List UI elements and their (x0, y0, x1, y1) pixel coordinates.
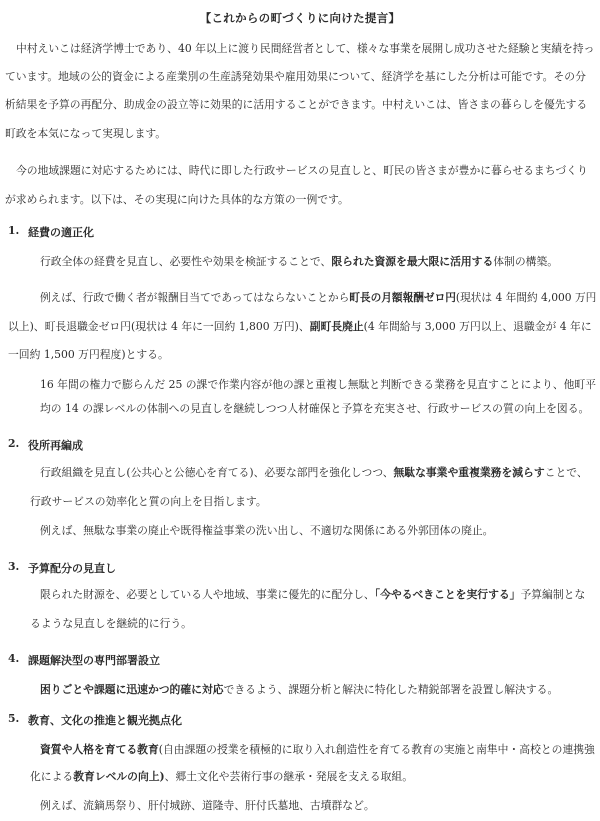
section-heading: 経費の適正化 (28, 226, 94, 239)
section-2-line-2: 行政サービスの効率化と質の向上を目指します。 (30, 495, 267, 508)
section-1-line-5: 16 年間の権力で膨らんだ 25 の課で作業内容が他の課と重複し無駄と判断できる業務を見直すことにより、他町平 (40, 378, 597, 391)
section-number: 2. (8, 437, 20, 450)
section-2-line-1: 行政組織を見直し(公共心と公徳心を育てる)、必要な部門を強化しつつ、無駄な事業や重複業務を減らすことで、 (40, 466, 588, 479)
section-heading: 課題解決型の専門部署設立 (28, 654, 160, 667)
section-1-line-4: 一回約 1,500 万円程度)とする。 (8, 348, 169, 361)
section-heading: 教育、文化の推進と観光拠点化 (28, 714, 182, 727)
intro-line-6: が求められます。以下は、その実現に向けた具体的な方策の一例です。 (5, 193, 349, 206)
section-1-line-3: 以上)、町長退職金ゼロ円(現状は 4 年に一回約 1,800 万円)、副町長廃止(4 年間給与 3,000 万円以上、退職金が 4 年に (8, 320, 592, 333)
intro-line-1: 中村えいこは経済学博士であり、40 年以上に渡り民間経営者として、様々な事業を展開し成功させた経験と実績を持っ (16, 42, 595, 55)
section-heading: 役所再編成 (28, 439, 83, 452)
section-number: 3. (8, 560, 20, 573)
section-number: 5. (8, 712, 20, 725)
section-4-line-1: 困りごとや課題に迅速かつ的確に対応できるよう、課題分析と解決に特化した精鋭部署を設置し解決する。 (40, 683, 559, 696)
section-number: 1. (8, 224, 20, 237)
section-1-line-6: 均の 14 の課レベルの体制への見直しを継続しつつ人材確保と予算を充実させ、行政サービスの質の向上を図る。 (40, 402, 590, 415)
section-1-line-2: 例えば、行政で働く者が報酬目当てであってはならないことから町長の月額報酬ゼロ円(現状は 4 年間約 4,000 万円 (40, 291, 597, 304)
section-number: 4. (8, 652, 20, 665)
section-heading: 予算配分の見直し (28, 562, 116, 575)
section-3-line-1: 限られた財源を、必要としている人や地域、事業に優先的に配分し、「今やるべきことを実行する」予算編制とな (40, 588, 586, 601)
intro-line-5: 今の地域課題に対応するためには、時代に即した行政サービスの見直しと、町民の皆さまが豊かに暮らせるまちづくり (16, 164, 588, 177)
section-5-line-1: 資質や人格を育てる教育(自由課題の授業を積極的に取り入れ創造性を育てる教育の実施と南隼中・高校との連携強 (40, 743, 595, 756)
intro-line-2: ています。地域の公的資金による産業別の生産誘発効果や雇用効果について、経済学を基にした分析は可能です。その分 (5, 70, 586, 83)
page-title: 【これからの町づくりに向けた提言】 (199, 11, 401, 25)
section-5-line-2: 化による教育レベルの向上)、郷土文化や芸術行事の継承・発展を支える取組。 (30, 770, 413, 783)
intro-line-3: 析結果を予算の再配分、助成金の設立等に効果的に活用することができます。中村えいこは、皆さまの暮らしを優先する (5, 98, 588, 111)
section-2-line-3: 例えば、無駄な事業の廃止や既得権益事業の洗い出し、不適切な関係にある外郭団体の廃止。 (40, 524, 494, 537)
section-1-line-1: 行政全体の経費を見直し、必要性や効果を検証することで、限られた資源を最大限に活用する体制の構築。 (40, 255, 559, 268)
section-3-line-2: るような見直しを継続的に行う。 (30, 617, 192, 630)
intro-line-4: 町政を本気になって実現します。 (5, 127, 167, 140)
section-5-line-3: 例えば、流鏑馬祭り、肝付城跡、道隆寺、肝付氏墓地、古墳群など。 (40, 799, 375, 812)
